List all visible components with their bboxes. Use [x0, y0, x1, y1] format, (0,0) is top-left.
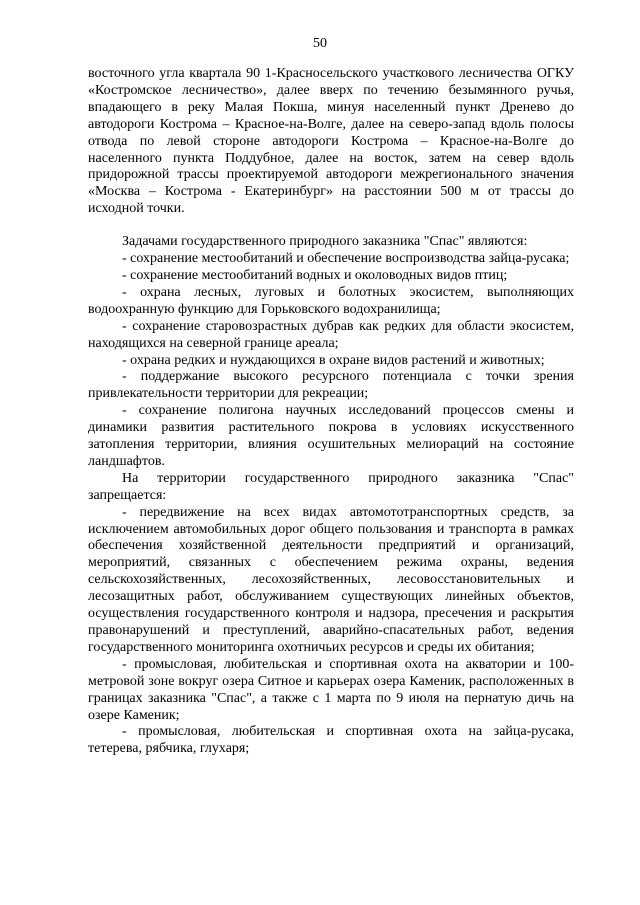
document-body [88, 66, 574, 758]
task-item: - сохранение старовозрастных дубрав как редких для области экосистем, находящихся на северной границе ареала; [88, 318, 574, 351]
task-item: - охрана лесных, луговых и болотных экосистем, выполняющих водоохранную функцию для Горьковского водохранилища; [88, 284, 574, 317]
prohibition-item: - промысловая, любительская и спортивная охота на зайца-русака, тетерева, рябчика, глухаря; [88, 724, 574, 757]
task-item: - охрана редких и нуждающихся в охране видов растений и животных; [122, 352, 545, 368]
prohibitions-heading: На территории государственного природного заказника "Спас" запрещается: [88, 470, 574, 503]
task-item: - сохранение местообитаний и обеспечение воспроизводства зайца-русака; [122, 251, 570, 267]
task-item: - сохранение полигона научных исследований процессов смены и динамики развития растительного покрова в условиях искусственного затопления территории, влияния осушительных мелиораций на состояние ландшафтов. [88, 403, 574, 469]
prohibition-item: - промысловая, любительская и спортивная охота на акватории и 100-метровой зоне вокруг озера Ситное и карьерах озера Каменик, расположенных в границах заказника "Спас", а также с 1 марта по 9 июля на пернатую дичь на озере Каменик; [88, 656, 574, 723]
task-item: - сохранение местообитаний водных и околоводных видов птиц; [122, 267, 508, 283]
boundary-description-paragraph: восточного угла квартала 90 1-Красносельского участкового лесничества ОГКУ «Костромское лесничество», далее вверх по течению безымянного ручья, впадающего в реку Малая Покша, минуя населенный пункт Дренево до автодороги Кострома – Красное-на-Волге, далее на северо-запад вдоль полосы отвода по левой стороне автодороги Кострома – Красное-на-Волге до населенного пункта Поддубное, далее на восток, затем на север вдоль придорожной трассы проектируемой автодороги межрегионального значения «Москва – Кострома - Екатеринбург» на расстоянии 500 м от трассы до исходной точки. [88, 66, 574, 217]
task-item: - поддержание высокого ресурсного потенциала с точки зрения привлекательности территории для рекреации; [88, 369, 574, 402]
page-number: 50 [313, 36, 327, 51]
tasks-heading: Задачами государственного природного заказника "Спас" являются: [122, 234, 528, 250]
prohibition-item: - передвижение на всех видах автомототранспортных средств, за исключением автомобильных дорог общего пользования и транспорта в рамках обеспечения хозяйственной деятельности предприятий и организаций, мероприятий, связанных с обеспечением режима охраны, ведения сельскохозяйственных, лесохозяйственных, лесовосстановительных и лесозащитных работ, обслуживанием существующих линейных объектов, осуществления государственного контроля и надзора, пресечения и раскрытия правонарушений и преступлений, аварийно-спасательных работ, ведения государственного мониторинга охотничьих ресурсов и среды их обитания; [88, 504, 574, 655]
